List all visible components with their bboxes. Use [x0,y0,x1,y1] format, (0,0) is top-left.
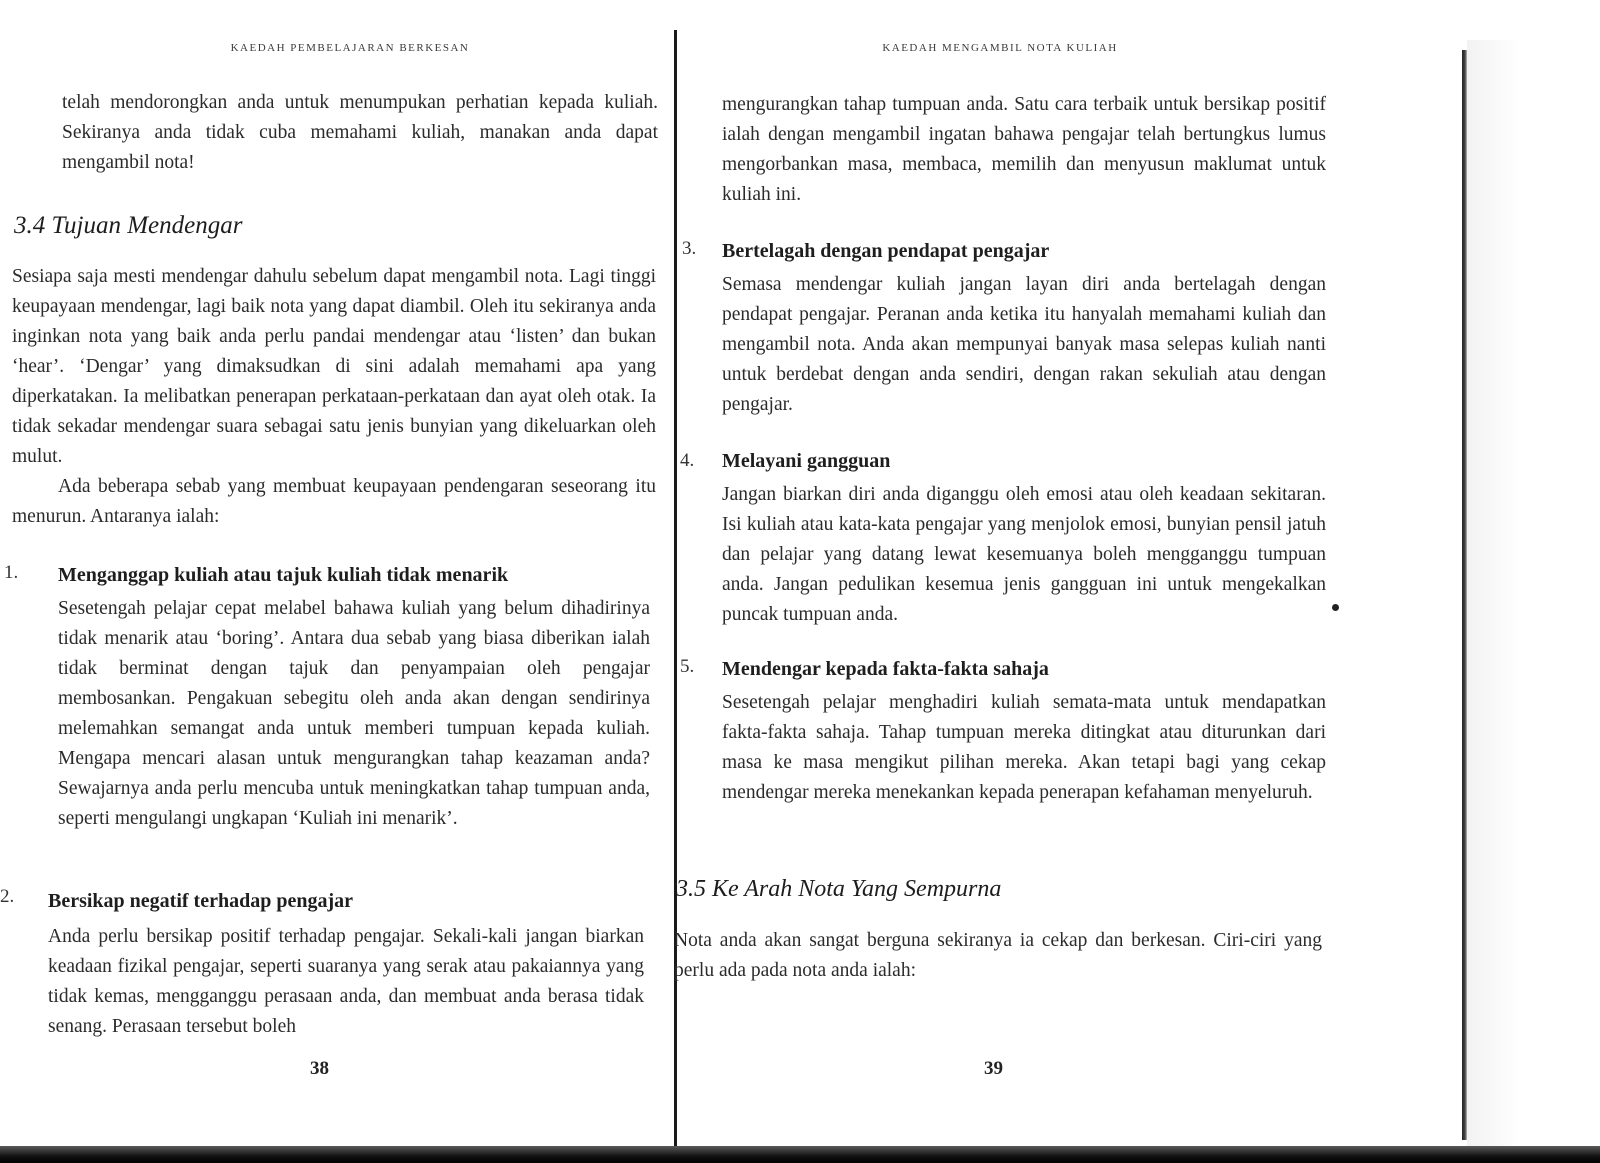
item-4-number: 4. [680,450,695,471]
item-5-body: Sesetengah pelajar menghadiri kuliah semata-mata untuk mendapatkan fakta-fakta sahaja. Tahap tumpuan mereka ditingkat atau diturunkan dari masa ke masa mengikut pilihan mereka. Akan tetapi bagi yang cekap mendengar mereka menekankan kepada penerapan kefahaman menyeluruh. [722,692,1326,803]
left-running-head: KAEDAH PEMBELAJARAN BERKESAN [230,42,470,54]
item-1-heading: Menganggap kuliah atau tajuk kuliah tidak menarik [58,564,509,586]
section-3-5-paragraph: Nota anda akan sangat berguna sekiranya ia cekap dan berkesan. Ciri-ciri yang perlu ada pada nota anda ialah: [674,930,1322,981]
item-3-body: Semasa mendengar kuliah jangan layan diri anda bertelagah dengan pendapat pengajar. Peranan anda ketika itu hanyalah memahami kuliah dan mengambil nota. Anda akan mempunyai banyak masa selepas kuliah nanti untuk berdebat dengan anda sendiri, dengan rakan sekuliah atau dengan pengajar. [722,274,1326,415]
item-2-number: 2. [0,886,15,907]
right-page-number: 39 [984,1058,1003,1079]
item-5-heading: Mendengar kepada fakta-fakta sahaja [722,658,1049,680]
item-5-number: 5. [680,656,695,677]
section-3-4-title: 3.4 Tujuan Mendengar [14,212,243,239]
right-intro-paragraph: mengurangkan tahap tumpuan anda. Satu cara terbaik untuk bersikap positif ialah dengan mengambil ingatan bahawa pengajar telah bertungkus lumus mengorbankan masa, membaca, memilih dan menyusun maklumat untuk kuliah ini. [722,94,1326,205]
scan-margin [1467,40,1600,1163]
section-3-5-title: 3.5 Ke Arah Nota Yang Sempurna [676,876,1002,902]
item-3-number: 3. [682,238,697,259]
left-page [0,0,670,1163]
right-page [674,0,1460,1163]
item-4-heading: Melayani gangguan [722,450,891,472]
item-2-heading: Bersikap negatif terhadap pengajar [48,890,353,912]
left-page-number: 38 [310,1058,329,1079]
margin-dot-mark [1332,604,1339,611]
item-1-body: Sesetengah pelajar cepat melabel bahawa kuliah yang belum dihadirinya tidak menarik atau ‘boring’. Antara dua sebab yang biasa diberikan ialah tidak berminat dengan tajuk dan penyampaian oleh pengajar membosankan. Pengakuan sebegitu oleh anda akan dengan sendirinya melemahkan semangat anda untuk memberi tumpuan kepada kuliah. Mengapa mencari alasan untuk mengurangkan tahap keazaman anda? Sewajarnya anda perlu mencuba untuk meningkatkan tahap tumpuan anda, seperti mengulangi ungkapan ‘Kuliah ini menarik’. [58,598,650,829]
section-3-4-paragraph-2: Ada beberapa sebab yang membuat keupayaan pendengaran seseorang itu menurun. Antaranya ialah: [12,476,656,527]
scan-bottom-edge [0,1146,1600,1163]
section-3-4-paragraph-1: Sesiapa saja mesti mendengar dahulu sebelum dapat mengambil nota. Lagi tinggi keupayaan mendengar, lagi baik nota yang dapat diambil. Oleh itu sekiranya anda inginkan nota yang baik anda perlu pandai mendengar atau ‘listen’ dan bukan ‘hear’. ‘Dengar’ yang dimaksudkan di sini adalah memahami apa yang diperkatakan. Ia melibatkan penerapan perkataan-perkataan dan ayat oleh otak. Ia tidak sekadar mendengar suara sebagai satu jenis bunyian yang dikeluarkan oleh mulut. [12,266,656,467]
item-2-body: Anda perlu bersikap positif terhadap pengajar. Sekali-kali jangan biarkan keadaan fizikal pengajar, seperti suaranya yang serak atau pakaiannya yang tidak kemas, mengganggu perasaan anda, dan membuat anda berasa tidak senang. Perasaan tersebut boleh [48,926,644,1037]
item-4-body: Jangan biarkan diri anda diganggu oleh emosi atau oleh keadaan sekitaran. Isi kuliah atau kata-kata pengajar yang menjolok emosi, bunyian pensil jatuh dan pelajar yang datang lewat kesemuanya boleh mengganggu tumpuan anda. Jangan pedulikan kesemua jenis gangguan ini untuk mengekalkan puncak tumpuan anda. [722,484,1326,625]
item-1-number: 1. [4,562,19,583]
right-running-head: KAEDAH MENGAMBIL NOTA KULIAH [882,42,1118,54]
item-3-heading: Bertelagah dengan pendapat pengajar [722,240,1050,262]
left-intro-paragraph: telah mendorongkan anda untuk menumpukan perhatian kepada kuliah. Sekiranya anda tidak cuba memahami kuliah, manakan anda dapat mengambil nota! [62,92,658,173]
